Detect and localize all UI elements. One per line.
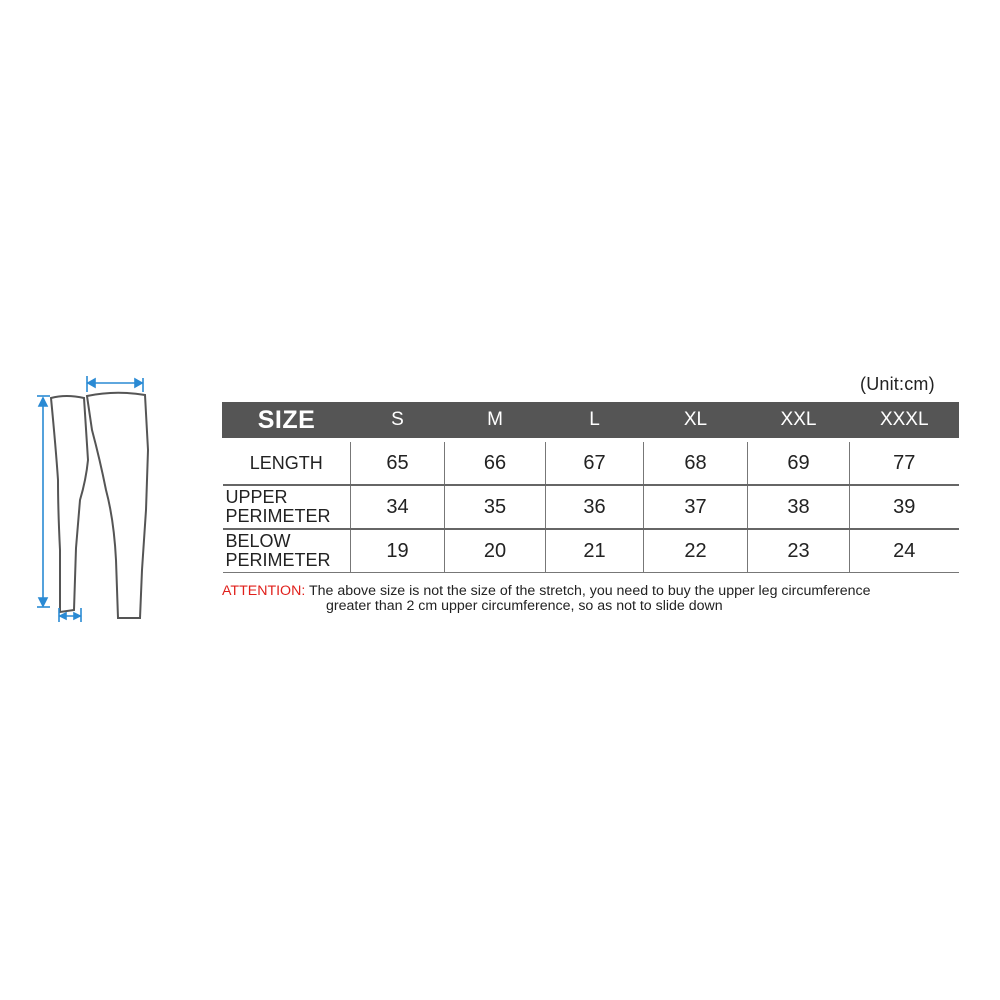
length-arrow-icon (37, 396, 50, 607)
table-cell: 69 (748, 440, 850, 485)
table-row-below-perimeter (223, 529, 959, 573)
row-label-upper-perimeter: UPPER PERIMETER (223, 485, 351, 529)
table-cell: 39 (850, 485, 959, 529)
table-cell: 19 (351, 529, 445, 573)
table-cell: 65 (351, 440, 445, 485)
table-cell: 68 (644, 440, 748, 485)
table-cell: 36 (546, 485, 644, 529)
header-l: L (546, 402, 644, 440)
top-width-arrow-icon (87, 376, 143, 392)
table-cell: 66 (445, 440, 546, 485)
size-chart-table (222, 402, 959, 573)
table-cell: 67 (546, 440, 644, 485)
table-row-upper-perimeter (223, 485, 959, 529)
header-xxxl: XXXL (850, 402, 959, 440)
table-cell: 23 (748, 529, 850, 573)
table-cell: 24 (850, 529, 959, 573)
table-cell: 35 (445, 485, 546, 529)
header-xl: XL (644, 402, 748, 440)
attention-label: ATTENTION: (222, 583, 306, 599)
unit-note: (Unit:cm) (860, 374, 935, 394)
table-cell: 37 (644, 485, 748, 529)
table-cell: 21 (546, 529, 644, 573)
header-xxl: XXL (748, 402, 850, 440)
table-cell: 20 (445, 529, 546, 573)
table-cell: 22 (644, 529, 748, 573)
table-header-row (223, 402, 959, 440)
table-cell: 77 (850, 440, 959, 485)
header-size: SIZE (223, 402, 351, 440)
table-cell: 34 (351, 485, 445, 529)
header-m: M (445, 402, 546, 440)
leg-sleeve-outline-left (51, 396, 88, 612)
row-label-length: LENGTH (223, 440, 351, 485)
leg-sleeve-diagram (30, 370, 160, 630)
leg-sleeve-outline-right (87, 393, 148, 618)
table-row-length (223, 440, 959, 485)
row-label-below-perimeter: BELOW PERIMETER (223, 529, 351, 573)
header-s: S (351, 402, 445, 440)
table-cell: 38 (748, 485, 850, 529)
attention-note (222, 584, 962, 614)
attention-text-line1: The above size is not the size of the stretch, you need to buy the upper leg circumference (305, 583, 871, 599)
attention-text-line2: greater than 2 cm upper circumference, so as not to slide down (326, 598, 723, 614)
